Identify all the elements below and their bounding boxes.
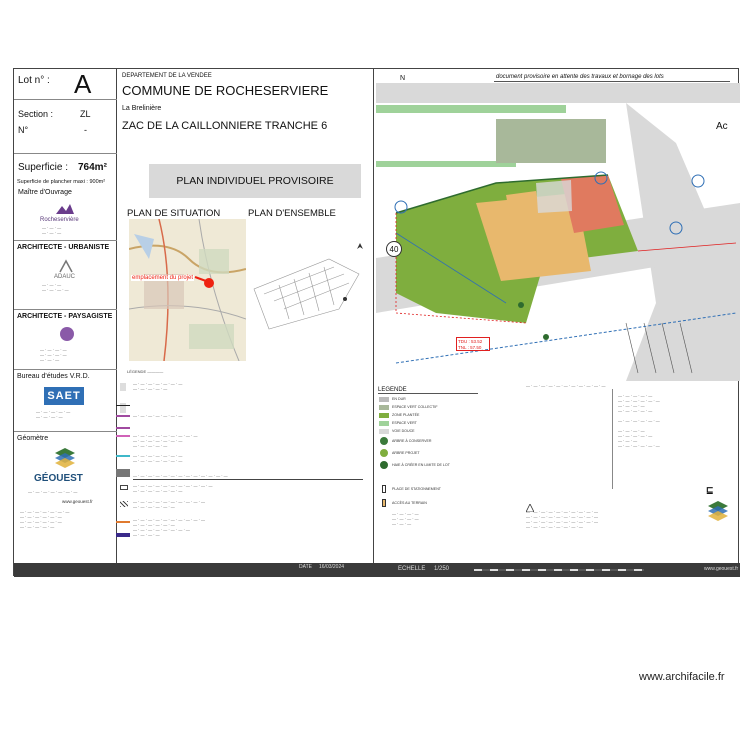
parking-icon <box>382 485 386 493</box>
access-icon <box>382 499 386 507</box>
footer-bar <box>14 563 740 577</box>
lieu-label: La Brelinière <box>122 105 162 112</box>
plan-title-box: PLAN INDIVIDUEL PROVISOIRE <box>149 164 361 198</box>
maitre-ouvrage-label: Maître d'Ouvrage <box>18 189 72 196</box>
provisional-banner: document provisoire en attente des travaux et bornage des lots <box>496 74 664 80</box>
geouest-url[interactable]: www.geouest.fr <box>62 499 93 504</box>
legend-item: ACCÈS AU TERRAIN <box>392 501 427 505</box>
legend-title: LEGENDE <box>378 387 407 393</box>
cartouche-panel: Lot n° : A Section : ZL N° - Superficie : 764m² Superficie de plancher maxi : 900m² Maître d'Ouvrage Rocheservière — · — · — — · — · — ARCHITECTE - URBANISTE ADAUC — · — · — — · — · — · — ARCHITECTE - PAYSAGISTE — · — · — · — — · — · — · — — · — · — Bureau d'études V.R.D. SAET — · — · — · — · — — · — · — · — Géomètre GÉOUEST — · — · — · — · — · — · — www.geouest.fr — · — · — · — · — · — · — — · — · — · — · — · — — · — · — · — · — · — — · — · — · — · — <box>14 69 117 563</box>
date-label: DATE <box>299 564 312 570</box>
legend-item: PLACE DE STATIONNEMENT <box>392 487 441 491</box>
warning-icon <box>526 499 534 507</box>
adauc-logo-icon <box>58 259 74 273</box>
section-label: Section : <box>18 109 54 119</box>
rocheserviere-logo-icon <box>54 202 76 216</box>
num-value: - <box>84 125 87 135</box>
rocheserviere-logo-text: Rocheservière <box>40 217 79 223</box>
tree-icon <box>380 449 388 457</box>
echelle-label: ECHELLE <box>398 566 426 572</box>
geouest-text: GÉOUEST <box>34 473 83 484</box>
legend-item: VOIE DOUCE <box>392 429 415 433</box>
plan-sheet <box>13 68 739 576</box>
north-arrow-icon <box>357 236 363 242</box>
legend-item: EN DUR <box>392 397 406 401</box>
legend-item: ESPACE VERT COLLECTIF <box>392 405 438 409</box>
zone-label: Ac <box>716 121 728 132</box>
hedge-icon <box>380 461 388 469</box>
ensemble-map <box>249 249 369 339</box>
geouest-logo-icon <box>54 447 76 469</box>
footer-site[interactable]: www.geouest.fr <box>704 566 739 572</box>
departement-label: DEPARTEMENT DE LA VENDEE <box>122 73 212 79</box>
date-value: 16/03/2024 <box>319 564 345 570</box>
tdu-box: TDU : 53.52 TNL : 57.50 <box>456 337 490 351</box>
superficie-label: Superficie : <box>18 162 69 173</box>
legend-item: HAIE À CRÉER EN LIMITE DE LOT <box>392 463 450 467</box>
lot-label: Lot n° : <box>18 75 50 86</box>
geouest-small-logo-icon <box>706 499 730 523</box>
north-label: N <box>400 75 406 82</box>
lot-drawing <box>376 83 740 381</box>
lot-number-badge: 40 <box>386 241 402 257</box>
tree-icon <box>380 437 388 445</box>
zac-title: ZAC DE LA CAILLONNIERE TRANCHE 6 <box>122 120 328 132</box>
adauc-text: ADAUC <box>54 274 76 280</box>
situation-map <box>129 219 246 361</box>
legend-panel: LEGENDE EN DUR ESPACE VERT COLLECTIF ZONE PLANTÉE ESPACE VERT VOIE DOUCE ARBRE À CONSERVER ARBRE PROJET HAIE À CRÉER EN LIMITE DE LOT PLACE DE STATIONNEMENT ACCÈS AU TERRAIN — · — · — · — — · — · — · — — · — · — — · — · — · — · — · — · — · — · — · — · — — · — · — · — · — — · — · — · — · — · — — · — · — · — — · — · — · — · — — · — · — · — · — · — — · — · — · — — · — · — · — · — — · — · — — · — · — · — · — · — — · — · — · — · — · — · — · — · — · — — · — · — · — · — · — · — · — · — · — — · — · — · — · — · — · — · — · — · — — · — · — · — · — · — · — · — ⊑ <box>376 381 740 563</box>
plan-ensemble-label: PLAN D'ENSEMBLE <box>248 208 336 219</box>
plancher-label: Superficie de plancher maxi : 900m² <box>17 179 106 185</box>
legend-item: ARBRE À CONSERVER <box>392 439 432 443</box>
header-panel <box>117 69 374 563</box>
mid-legend: LÉGENDE ———— — · — · — · — · — · — · — — · — · — · — · — — · — · — · — · — · — · — — · — · — · — · — · — · — · — · — — · — · — · — · — · — · — — · — · — · — · — — · — · — · — · — · — · — — · — · — · — · — · — · — — · — · — · — · — · — · — · — · — · — · — · — · — — · — · — · — · — · — · — · — · — · — · — — · — · — · — · — · — · — — · — · — · — · — · — · — · — · — · — — · — · — · — · — · — — · — · — · — · — · — · — · — · — · — — · — · — · — · — · — — · — · — · — · — · — · — · — — · — · — · — <box>117 369 374 563</box>
legend-item: ARBRE PROJET <box>392 451 420 455</box>
superficie-value: 764m² <box>78 162 107 173</box>
section-value: ZL <box>80 109 91 119</box>
legend-item: ZONE PLANTÉE <box>392 413 420 417</box>
emplacement-label: emplacement du projet <box>132 275 194 281</box>
architecte-paysagiste-label: ARCHITECTE - PAYSAGISTE <box>17 313 113 320</box>
commune-title: COMMUNE DE ROCHESERVIERE <box>122 83 329 98</box>
plan-situation-label: PLAN DE SITUATION <box>127 208 221 219</box>
num-label: N° <box>18 125 29 135</box>
fe-logo-icon: ⊑ <box>706 485 714 495</box>
bureau-vrd-label: Bureau d'études V.R.D. <box>17 373 90 380</box>
paysagiste-logo-icon <box>60 327 74 341</box>
saet-logo: SAET <box>44 387 84 405</box>
watermark: www.archifacile.fr <box>639 671 725 683</box>
architecte-urbaniste-label: ARCHITECTE - URBANISTE <box>17 244 110 251</box>
lot-value: A <box>74 69 92 99</box>
lot-plan <box>376 69 740 381</box>
echelle-value: 1/250 <box>434 566 450 572</box>
legend-item: ESPACE VERT <box>392 421 417 425</box>
scale-bar <box>474 569 644 571</box>
geometre-label: Géomètre <box>17 435 49 442</box>
